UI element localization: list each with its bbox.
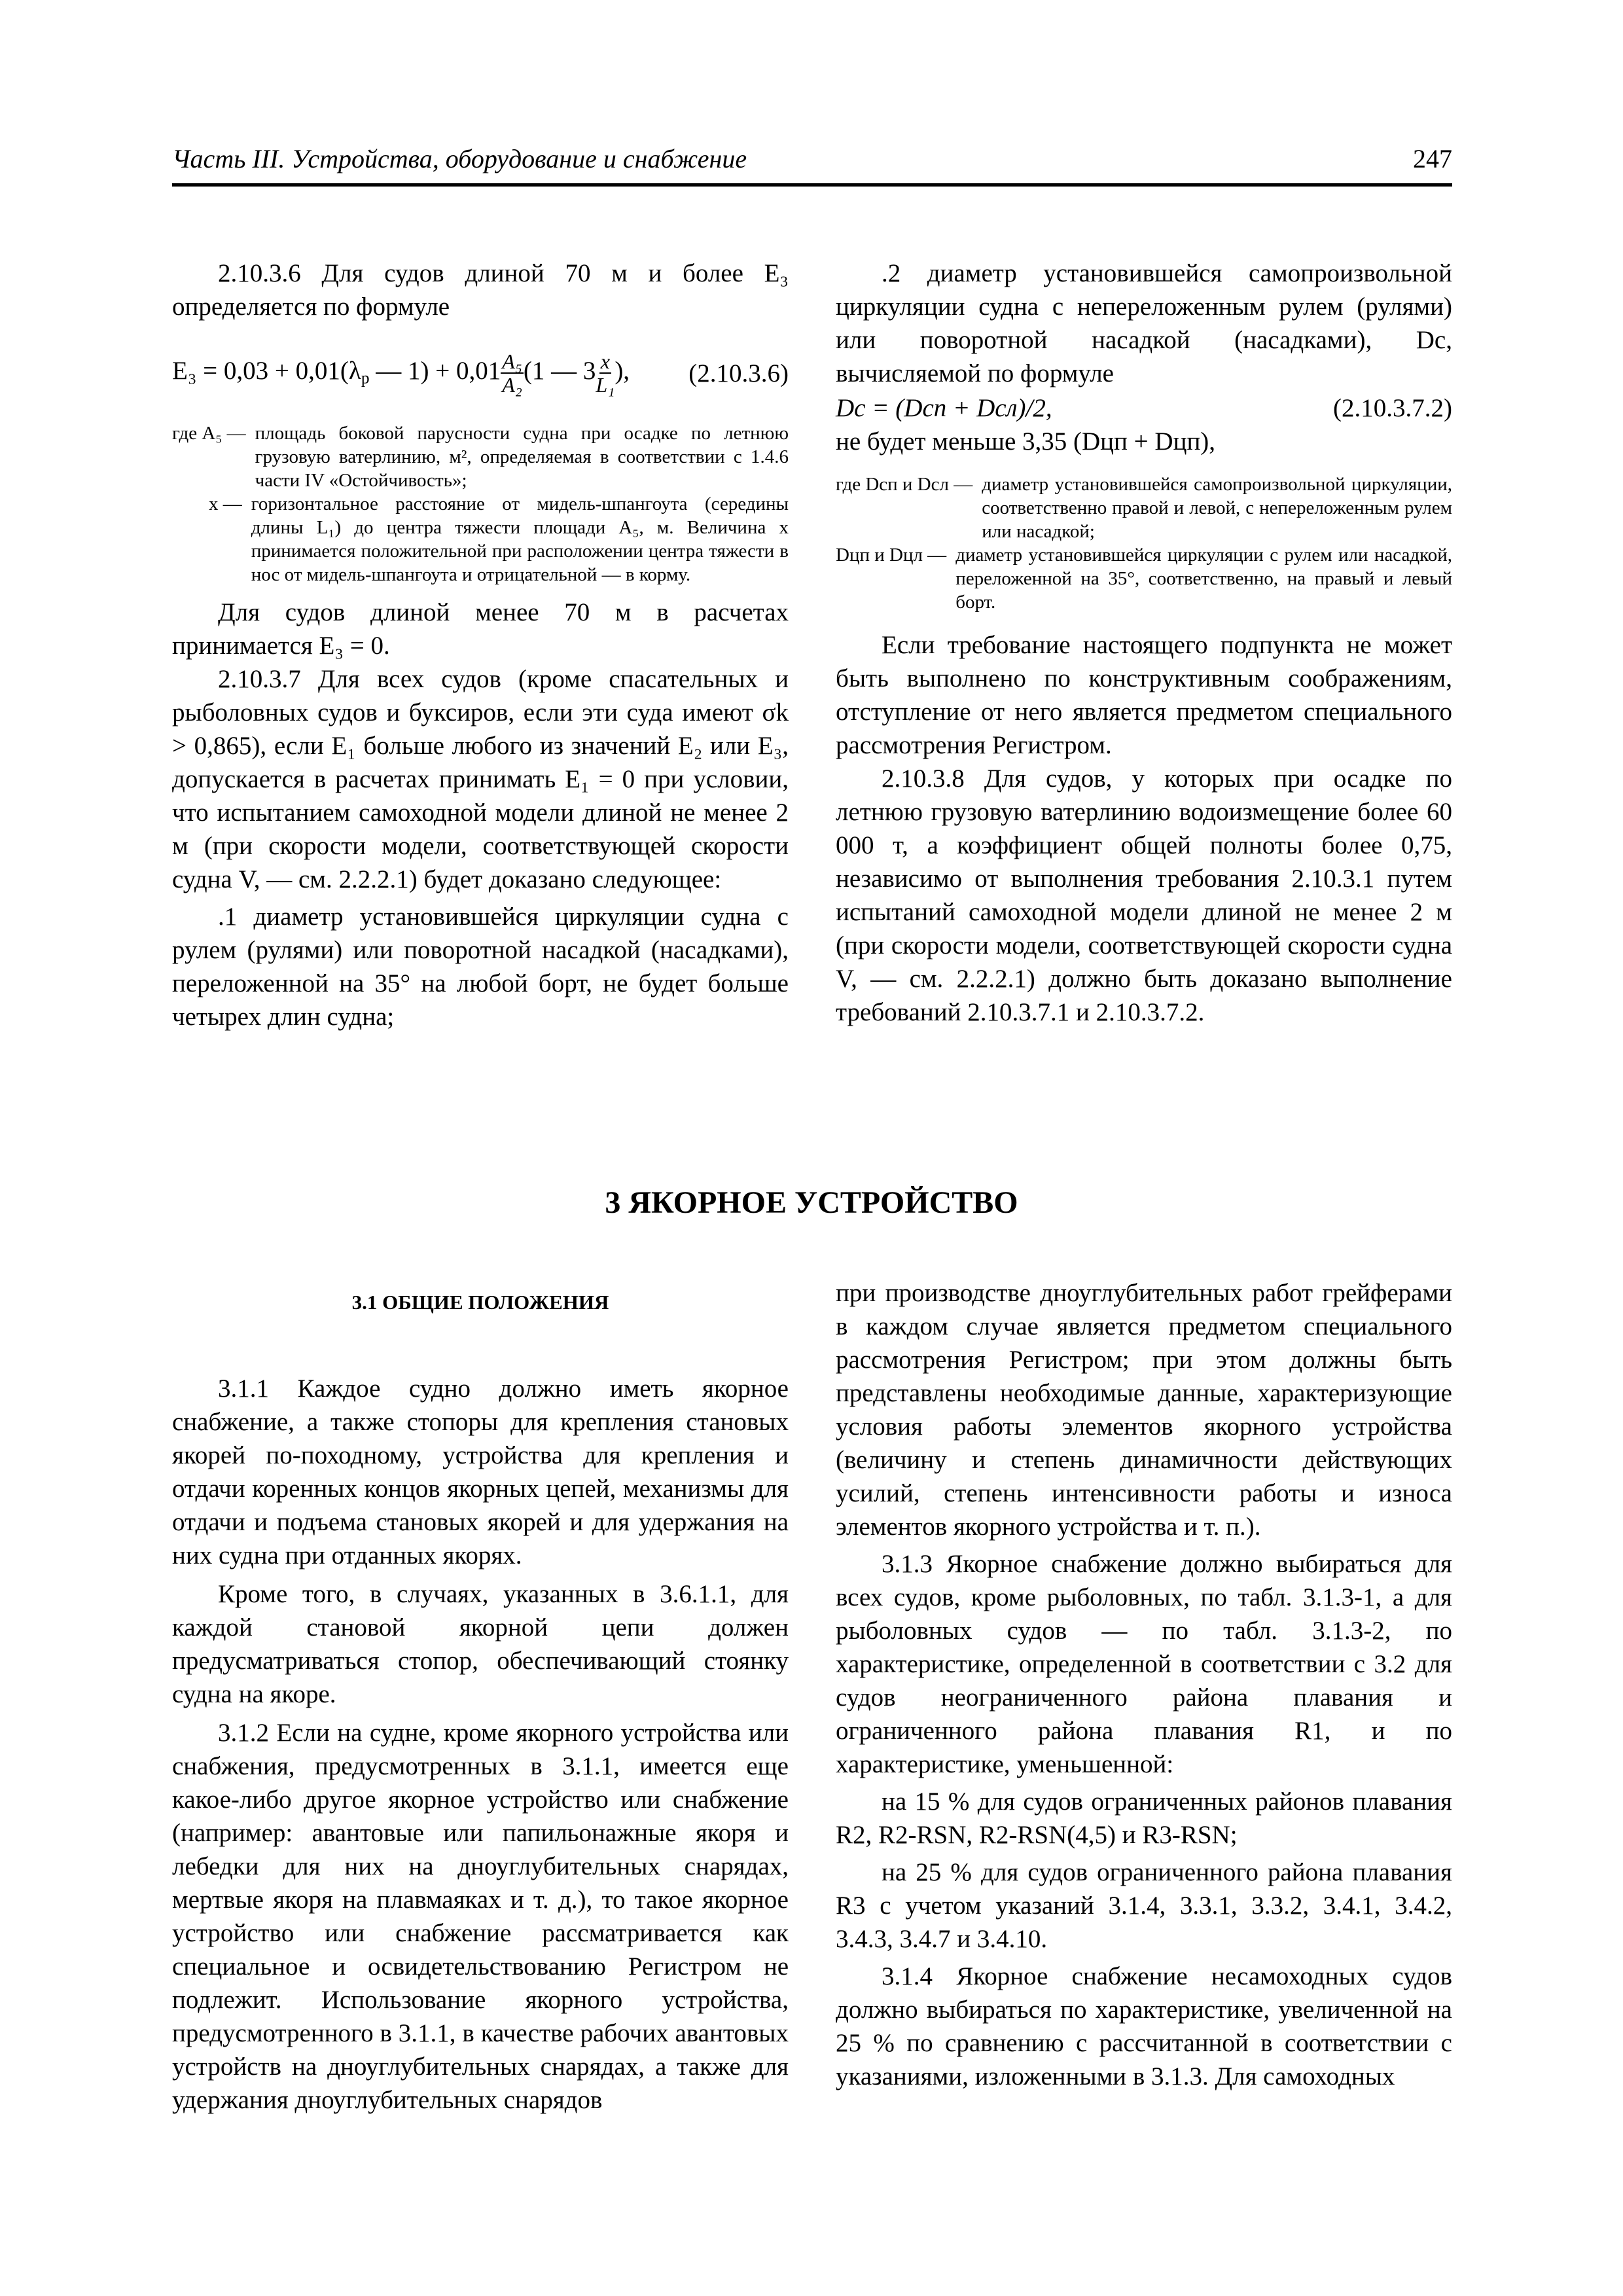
formula-lhs: E₃ = 0,03 + 0,01(λ bbox=[172, 356, 361, 385]
definition-dsp bbox=[836, 473, 1452, 543]
subsection-title: 3.1 ОБЩИЕ ПОЛОЖЕНИЯ bbox=[351, 1291, 609, 1314]
section-title: 3 ЯКОРНОЕ УСТРОЙСТВО bbox=[605, 1185, 1018, 1220]
fraction-l1-den: L₁ bbox=[596, 373, 615, 397]
definition-dtsp-term: Dцп и Dцл — bbox=[836, 545, 947, 565]
paragraph-25-percent: на 25 % для судов ограниченного района плавания R3 с учетом указаний 3.1.4, 3.3.1, 3.3.2, 3.4.1, 3.4.2, 3.4.3, 3.4.7 и 3.4.10. bbox=[836, 1858, 1452, 1953]
fraction-x-num: x bbox=[600, 350, 610, 373]
paragraph-less-70: Для судов длиной менее 70 м в расчетах принимается E₃ = 0. bbox=[172, 598, 789, 660]
right-column-bottom bbox=[836, 1276, 1452, 2093]
definition-dsp-term: где Dсп и Dсл — bbox=[836, 474, 973, 495]
paragraph-continuation: при производстве дноуглубительных работ грейферами в каждом случае является предметом специального рассмотрения Регистром; при этом должны быть представлены необходимые данные, характеризующие условия работы элементов якорного устройства (величину и степень динамичности действующих усилий, степень интенсивности работы и износа элементов якорного устройства и т. п.). bbox=[836, 1279, 1452, 1541]
paragraph-15-percent: на 15 % для судов ограниченных районов плавания R2, R2-RSN, R2-RSN(4,5) и R3-RSN; bbox=[836, 1787, 1452, 1849]
paragraph-besides: Кроме того, в случаях, указанных в 3.6.1.1, для каждой становой якорной цепи должен предусматриваться стопор, обеспечивающий стоянку судна на якоре. bbox=[172, 1580, 789, 1708]
definition-a5 bbox=[172, 422, 789, 492]
left-column-top bbox=[172, 257, 789, 1033]
fraction-a5-num: A₅ bbox=[502, 350, 522, 373]
definition-dtsp-text: диаметр установившейся циркуляции с рулем или насадкой, переложенной на 35°, соответственно, на правый и левый борт. bbox=[955, 545, 1452, 613]
paragraph-2-10-3-6: 2.10.3.6 Для судов длиной 70 м и более E₃ определяется по формуле bbox=[172, 259, 789, 321]
paragraph-if-requirement: Если требование настоящего подпункта не может быть выполнено по конструктивным соображениям, отступление от него является предметом специального рассмотрения Регистром. bbox=[836, 631, 1452, 759]
paragraph-2-10-3-8: 2.10.3.8 Для судов, у которых при осадке по летнюю грузовую ватерлинию водоизмещение более 60 000 т, а коэффициент общей полноты более 0,75, независимо от выполнения требования 2.10.3.1 путем испытаний самоходной модели длиной не менее 2 м (при скорости модели, соответствующей скорости судна V, — см. 2.2.2.1) должно быть доказано выполнение требований 2.10.3.7.1 и 2.10.3.7.2. bbox=[836, 764, 1452, 1026]
fraction-a2-den: A₂ bbox=[502, 373, 522, 397]
formula-mid: — 1) + 0,01 bbox=[369, 356, 501, 385]
paragraph-3-1-3: 3.1.3 Якорное снабжение должно выбираться для всех судов, кроме рыболовных, по табл. 3.1.3-1, а для рыболовных судов — по табл. 3.1.3-2, по характеристике, определенной в соответствии с 3.2 для судов неограниченного района плавания и ограниченного района плавания R1, и по характеристике, уменьшенной: bbox=[836, 1550, 1452, 1778]
formula-2-10-3-7-2 bbox=[836, 391, 1452, 425]
formula-paren-close: ), bbox=[615, 356, 630, 385]
paragraph-2-10-3-7: 2.10.3.7 Для всех судов (кроме спасательных и рыболовных судов и буксиров, если эти суда имеют σk > 0,865), если E₁ больше любого из значений E₂ или E₃, допускается в расчетах принимать E₁ = 0 при условии, что испытанием самоходной модели длиной не менее 2 м (при скорости модели, соответствующей скорости судна V, — см. 2.2.2.1) будет доказано следующее: bbox=[172, 665, 789, 893]
left-column-bottom bbox=[172, 1372, 789, 2117]
definition-x bbox=[172, 492, 789, 586]
fraction-x-l1 bbox=[596, 350, 615, 396]
running-header bbox=[172, 143, 1452, 187]
right-column-top bbox=[836, 257, 1452, 1029]
formula-expression bbox=[172, 350, 630, 396]
header-title: Часть III. Устройства, оборудование и снабжение bbox=[172, 144, 747, 173]
definition-dsp-text: диаметр установившейся самопроизвольной циркуляции, соответственно правой и левой, с непереложенным рулем или насадкой; bbox=[982, 474, 1452, 542]
paragraph-3-1-1: 3.1.1 Каждое судно должно иметь якорное снабжение, а также стопоры для крепления становых якорей по-походному, устройства для крепления и отдачи коренных концов якорных цепей, механизмы для отдачи и подъема становых якорей и для удержания на них судна при отданных якорях. bbox=[172, 1374, 789, 1570]
paragraph-3-1-4: 3.1.4 Якорное снабжение несамоходных судов должно выбираться по характеристике, увеличенной на 25 % по сравнению с рассчитанной в соответствии с указаниями, изложенными в 3.1.3. Для самоходных bbox=[836, 1962, 1452, 2090]
fraction-a5-a2 bbox=[501, 350, 524, 396]
formula-lambda-sub: р bbox=[361, 368, 370, 387]
paragraph-item-2: .2 диаметр установившейся самопроизвольной циркуляции судна с непереложенным рулем (рулями) или поворотной насадкой (насадками), Dc, вычисляемой по формуле bbox=[836, 259, 1452, 387]
definition-x-text: горизонтальное расстояние от мидель-шпангоута (середины длины L₁) до центра тяжести площади A₅, м. Величина x принимается положительной при расположении центра тяжести в нос от мидель-шпангоута и отрицательной — в корму. bbox=[251, 493, 789, 585]
definition-dtsp bbox=[836, 543, 1452, 614]
definition-x-term: x — bbox=[209, 493, 242, 514]
page-number: 247 bbox=[1413, 144, 1452, 173]
formula-2-10-3-6 bbox=[172, 343, 789, 403]
paragraph-3-1-2: 3.1.2 Если на судне, кроме якорного устройства или снабжения, предусмотренных в 3.1.1, имеется еще какое-либо другое якорное устройство или снабжение (например: авантовые или папильонажные якоря и лебедки для них на дноуглубительных снарядах, мертвые якоря на плавмаяках и т. д.), то такое якорное устройство или снабжение рассматривается как специальное и освидетельствованию Регистром не подлежит. Использование якорного устройства, предусмотренного в 3.1.1, в качестве рабочих авантовых устройств на дноуглубительных снарядах, а также для удержания дноуглубительных снарядов bbox=[172, 1719, 789, 2114]
formula-dc-number: (2.10.3.7.2) bbox=[1333, 394, 1452, 422]
formula-dc-expression: Dc = (Dсп + Dсл)/2, bbox=[836, 394, 1052, 422]
formula-paren-open: (1 — 3 bbox=[523, 356, 596, 385]
formula-number: (2.10.3.6) bbox=[688, 359, 789, 387]
paragraph-item-1: .1 диаметр установившейся циркуляции судна с рулем (рулями) или поворотной насадкой (насадками), переложенной на 35° на любой борт, не будет больше четырех длин судна; bbox=[172, 903, 789, 1031]
definition-a5-text: площадь боковой парусности судна при осадке по летнюю грузовую ватерлинию, м², определяемая в соответствии с 1.4.6 части IV «Остойчивость»; bbox=[255, 423, 789, 491]
paragraph-not-less: не будет меньше 3,35 (Dцп + Dцп), bbox=[836, 427, 1216, 456]
definition-a5-term: где A₅ — bbox=[172, 423, 246, 444]
